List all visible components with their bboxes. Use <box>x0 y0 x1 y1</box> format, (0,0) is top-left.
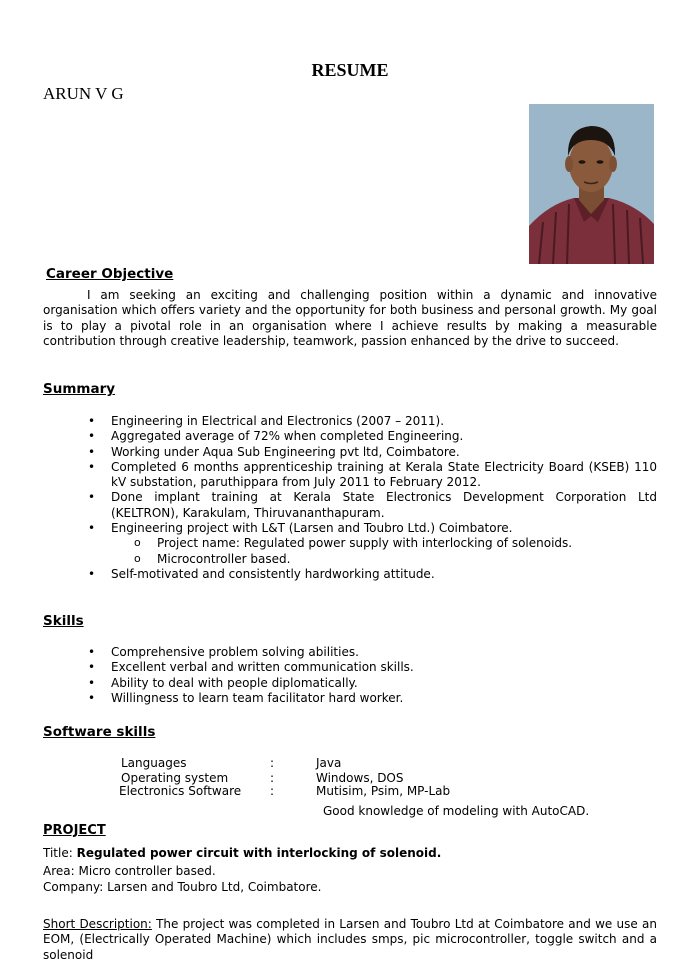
career-objective-heading: Career Objective <box>46 266 174 282</box>
list-item: • Self-motivated and consistently hardworking attitude. <box>43 567 657 582</box>
candidate-name: ARUN V G <box>43 84 124 103</box>
career-objective-text <box>43 288 657 349</box>
software-row-electronics-software <box>0 784 700 798</box>
list-item: • Engineering in Electrical and Electronics (2007 – 2011). <box>43 414 657 429</box>
skills-heading: Skills <box>43 613 84 629</box>
software-skills-note: Good knowledge of modeling with AutoCAD. <box>323 804 590 818</box>
project-area-label: Area: <box>43 864 75 878</box>
list-item-project <box>43 521 657 567</box>
summary-heading: Summary <box>43 381 116 397</box>
career-objective-body: I am seeking an exciting and challenging position within a dynamic and innovative organisation which offers variety and the opportunity for both business and personal growth. My goal is to play a pivotal role in an organisation where I achieve results by making a measurable contribution through creative leadership, teamwork, passion enhanced by the drive to succeed. <box>43 288 657 348</box>
software-row-label: Languages <box>121 756 187 770</box>
software-skills-heading: Software skills <box>43 724 156 740</box>
software-row-operating-system <box>0 771 700 785</box>
profile-photo-icon <box>529 104 654 264</box>
list-item: • Completed 6 months apprenticeship training at Kerala State Electricity Board (KSEB) 110 kV substation, paruthippara from July 2011 to February 2012. <box>43 460 657 491</box>
software-row-colon: : <box>270 784 275 798</box>
software-row-colon: : <box>270 771 275 785</box>
software-row-value: Mutisim, Psim, MP-Lab <box>316 784 451 798</box>
project-area-line <box>43 864 216 879</box>
list-item: • Comprehensive problem solving abilities. <box>43 645 657 660</box>
profile-photo <box>529 104 654 264</box>
project-company-value: Larsen and Toubro Ltd, Coimbatore. <box>107 880 322 894</box>
list-item: • Working under Aqua Sub Engineering pvt ltd, Coimbatore. <box>43 445 657 460</box>
software-row-label: Electronics Software <box>119 784 242 798</box>
list-item: • Aggregated average of 72% when completed Engineering. <box>43 429 657 444</box>
skills-list <box>43 645 657 706</box>
software-row-label: Operating system <box>121 771 229 785</box>
list-item: • Ability to deal with people diplomatically. <box>43 676 657 691</box>
short-description-text: The project was completed in Larsen and Toubro Ltd at Coimbatore and we use an EOM, (Electrically Operated Machine) which includes smps, pic microcontroller, toggle switch and a solenoid <box>43 917 657 962</box>
project-title-value: Regulated power circuit with interlocking of solenoid. <box>76 846 442 860</box>
sub-list-item: o Project name: Regulated power supply with interlocking of solenoids. <box>43 536 657 551</box>
project-heading: PROJECT <box>43 823 106 838</box>
project-short-description <box>43 917 657 977</box>
software-row-value: Java <box>316 756 342 770</box>
project-title-line <box>43 846 441 861</box>
list-item: • Excellent verbal and written communication skills. <box>43 660 657 675</box>
sub-list-item: o Microcontroller based. <box>43 552 657 567</box>
project-company-line <box>43 880 321 895</box>
list-item: • Willingness to learn team facilitator hard worker. <box>43 691 657 706</box>
list-item: • Done implant training at Kerala State Electronics Development Corporation Ltd (KELTRON), Karakulam, Thiruvananthapuram. <box>43 490 657 521</box>
project-title-label: Title: <box>43 846 73 860</box>
document-title: RESUME <box>311 60 389 80</box>
summary-list <box>43 414 657 582</box>
software-row-languages <box>0 756 700 770</box>
summary-sub-list <box>111 536 657 567</box>
project-area-value: Micro controller based. <box>78 864 216 878</box>
software-row-value: Windows, DOS <box>316 771 404 785</box>
software-row-colon: : <box>270 756 275 770</box>
list-item-label: Engineering project with L&T (Larsen and Toubro Ltd.) Coimbatore. <box>111 521 513 536</box>
short-description-label: Short Description: <box>43 917 152 931</box>
project-company-label: Company: <box>43 880 104 894</box>
